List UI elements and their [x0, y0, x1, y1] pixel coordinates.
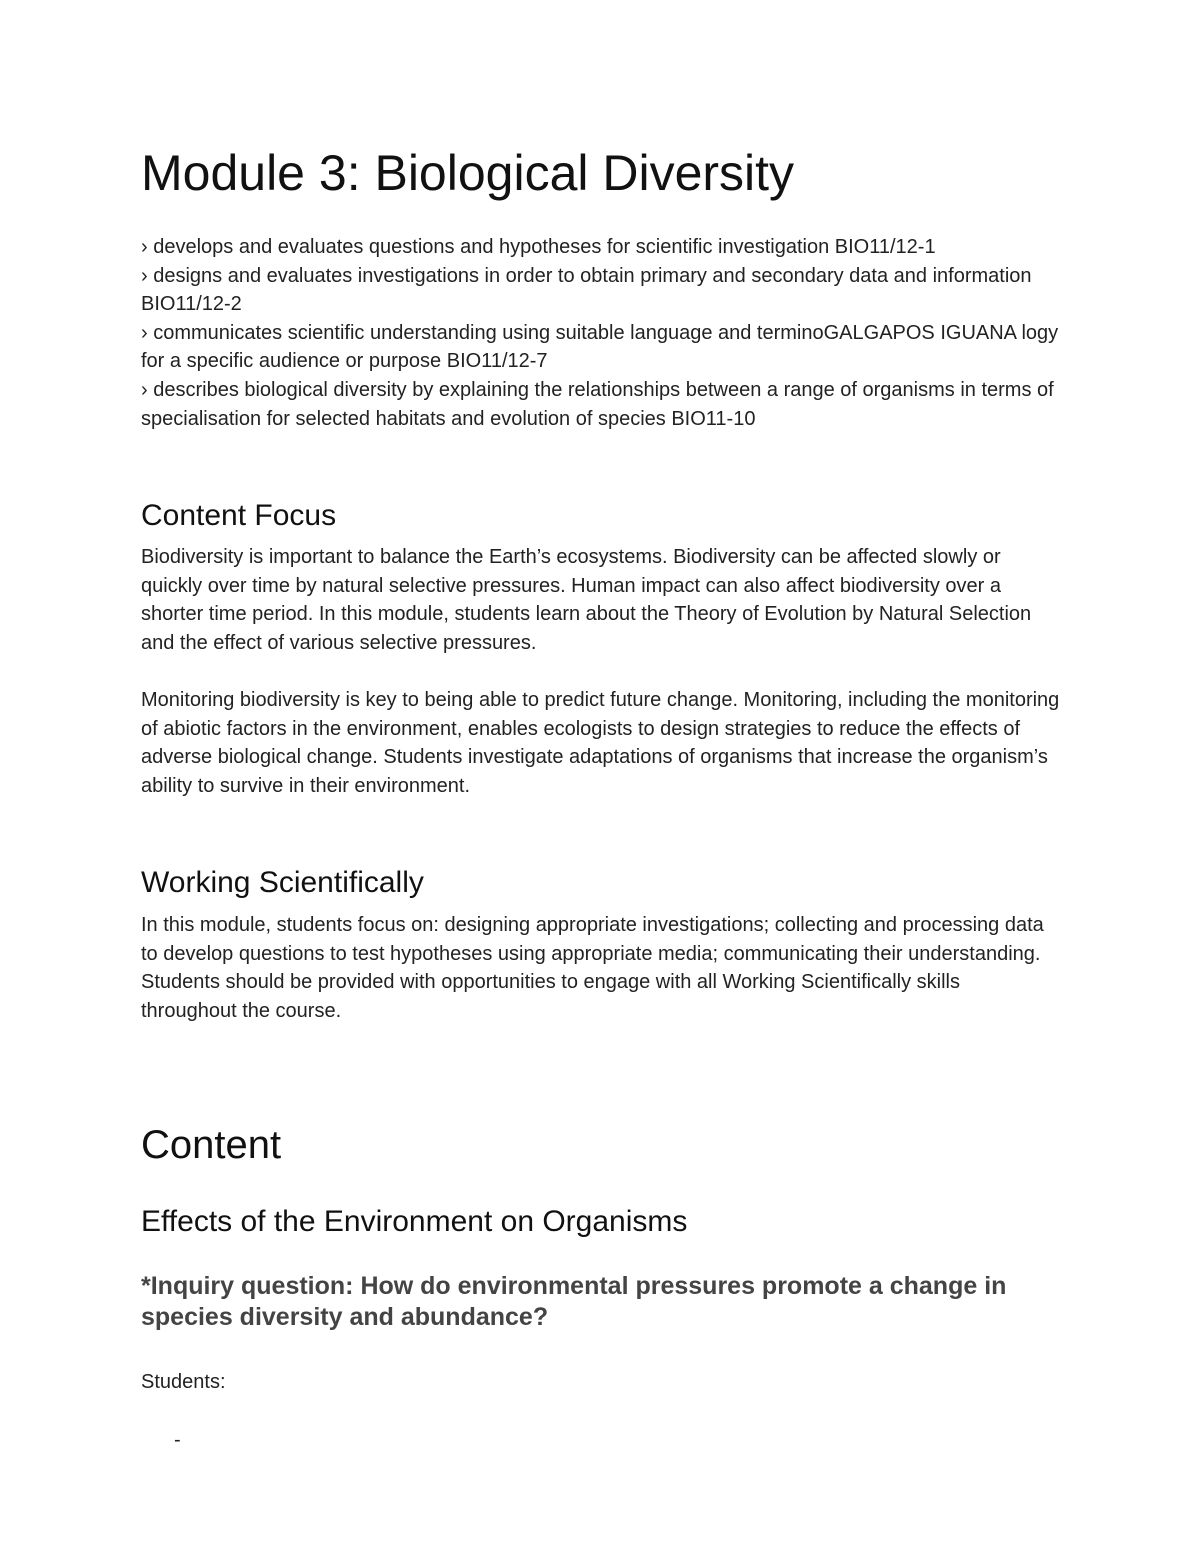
outcome-item: › communicates scientific understanding using suitable language and terminoGALGAPOS IGUANA logy for a specific audience or purpose BIO11/12-7	[141, 321, 1059, 373]
outcomes-list	[141, 233, 1071, 433]
outcome-item: › develops and evaluates questions and hypotheses for scientific investigation BIO11/12-1	[141, 236, 936, 258]
effects-subheading: Effects of the Environment on Organisms	[141, 1205, 688, 1238]
content-focus-paragraph-2: Monitoring biodiversity is key to being able to predict future change. Monitoring, including the monitoring of abiotic factors in the environment, enables ecologists to design strategies to reduce the effects of adverse biological change. Students investigate adaptations of organisms that increase the organism’s ability to survive in their environment.	[141, 689, 1060, 797]
content-focus-heading: Content Focus	[141, 499, 337, 532]
inquiry-question: *Inquiry question: How do environmental pressures promote a change in species diversity and abundance?	[141, 1272, 1007, 1331]
content-focus-paragraph-1: Biodiversity is important to balance the Earth’s ecosystems. Biodiversity can be affected slowly or quickly over time by natural selective pressures. Human impact can also affect biodiversity over a shorter time period. In this module, students learn about the Theory of Evolution by Natural Selection and the effect of various selective pressures.	[141, 546, 1032, 654]
working-scientifically-paragraph: In this module, students focus on: designing appropriate investigations; collecting and processing data to develop questions to test hypotheses using appropriate media; communicating their understanding. Students should be provided with opportunities to engage with all Working Scientifically skills throughout the course.	[141, 914, 1044, 1022]
list-item-marker: -	[174, 1429, 181, 1451]
outcome-item: › describes biological diversity by explaining the relationships between a range of organisms in terms of specialisation for selected habitats and evolution of species BIO11-10	[141, 378, 1054, 430]
outcome-item: › designs and evaluates investigations in order to obtain primary and secondary data and information BIO11/12-2	[141, 264, 1032, 316]
page-title: Module 3: Biological Diversity	[141, 145, 795, 201]
students-label: Students:	[141, 1371, 226, 1393]
working-scientifically-heading: Working Scientifically	[141, 866, 424, 899]
content-heading: Content	[141, 1123, 282, 1167]
